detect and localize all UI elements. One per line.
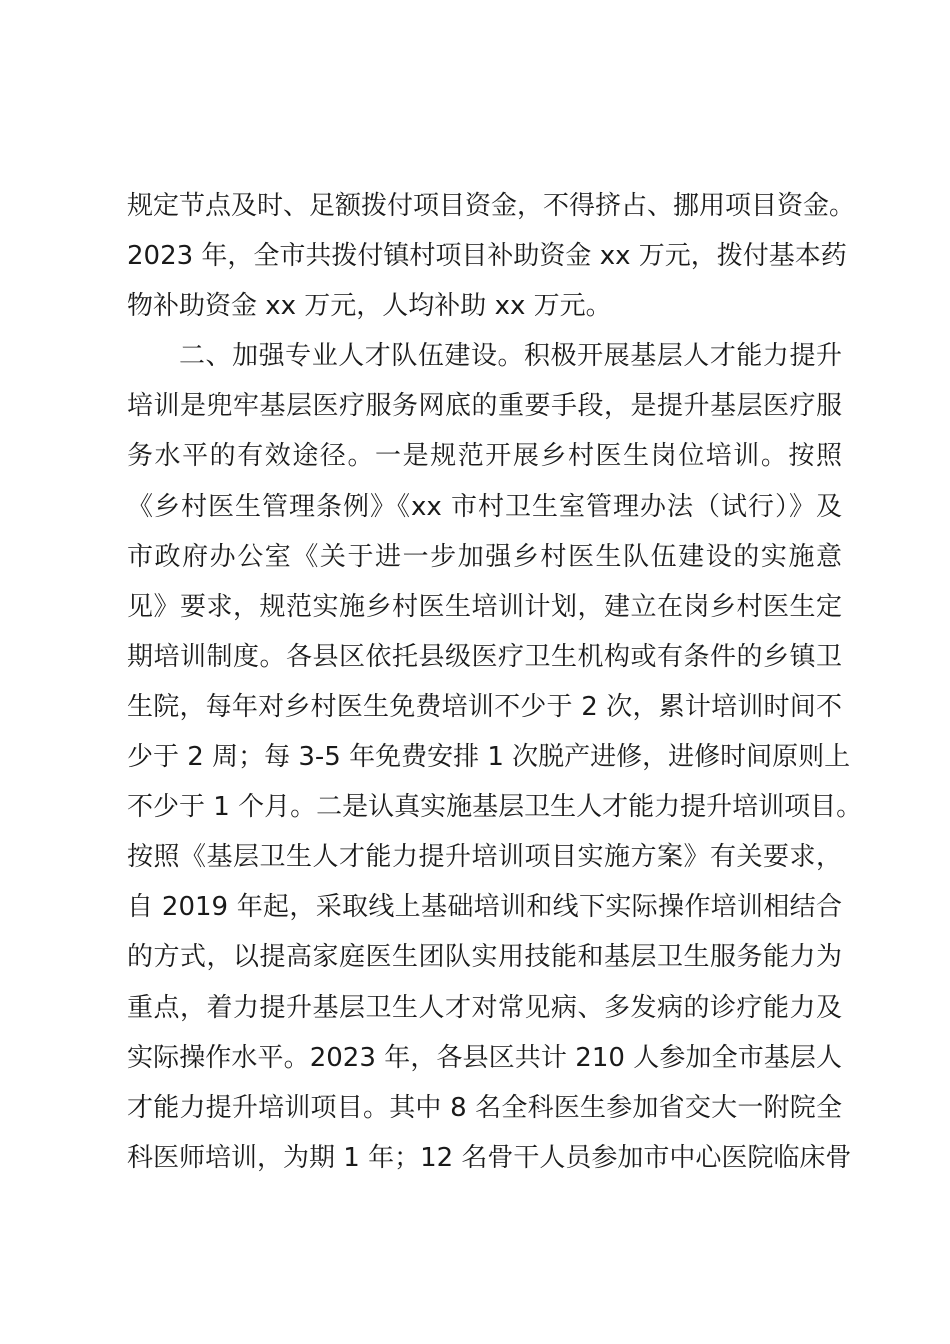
text-line: 物补助资金 xx 万元，人均补助 xx 万元。 [127, 291, 612, 322]
text-line: 《乡村医生管理条例》《xx 市村卫生室管理办法（试行）》及 [127, 491, 842, 522]
text-line: 的方式，以提高家庭医生团队实用技能和基层卫生服务能力为 [127, 942, 842, 973]
text-line: 市政府办公室《关于进一步加强乡村医生队伍建设的实施意 [127, 541, 842, 572]
text-line: 实际操作水平。2023 年，各县区共计 210 人参加全市基层人 [127, 1042, 842, 1073]
text-line: 按照《基层卫生人才能力提升培训项目实施方案》有关要求， [127, 842, 842, 873]
text-line: 二、加强专业人才队伍建设。积极开展基层人才能力提升 [179, 341, 842, 372]
paragraph-talent-training [127, 331, 863, 1183]
text-line: 2023 年，全市共拨付镇村项目补助资金 xx 万元，拨付基本药 [127, 241, 847, 272]
text-line: 重点，着力提升基层卫生人才对常见病、多发病的诊疗能力及 [127, 992, 842, 1023]
text-line: 自 2019 年起，采取线上基础培训和线下实际操作培训相结合 [127, 892, 842, 923]
text-line: 见》要求，规范实施乡村医生培训计划，建立在岗乡村医生定 [127, 591, 842, 622]
text-line: 培训是兜牢基层医疗服务网底的重要手段，是提升基层医疗服 [127, 391, 842, 422]
text-line: 务水平的有效途径。一是规范开展乡村医生岗位培训。按照 [127, 441, 842, 472]
paragraph-funding [127, 181, 856, 331]
text-line: 生院，每年对乡村医生免费培训不少于 2 次，累计培训时间不 [127, 691, 842, 722]
text-line: 科医师培训，为期 1 年；12 名骨干人员参加市中心医院临床骨 [127, 1142, 852, 1173]
body-text [127, 181, 863, 1183]
text-line: 才能力提升培训项目。其中 8 名全科医生参加省交大一附院全 [127, 1092, 842, 1123]
text-line: 期培训制度。各县区依托县级医疗卫生机构或有条件的乡镇卫 [127, 641, 842, 672]
text-line: 少于 2 周；每 3-5 年免费安排 1 次脱产进修，进修时间原则上 [127, 742, 851, 773]
text-line: 规定节点及时、足额拨付项目资金，不得挤占、挪用项目资金。 [127, 191, 856, 221]
text-line: 不少于 1 个月。二是认真实施基层卫生人才能力提升培训项目。 [127, 792, 863, 823]
